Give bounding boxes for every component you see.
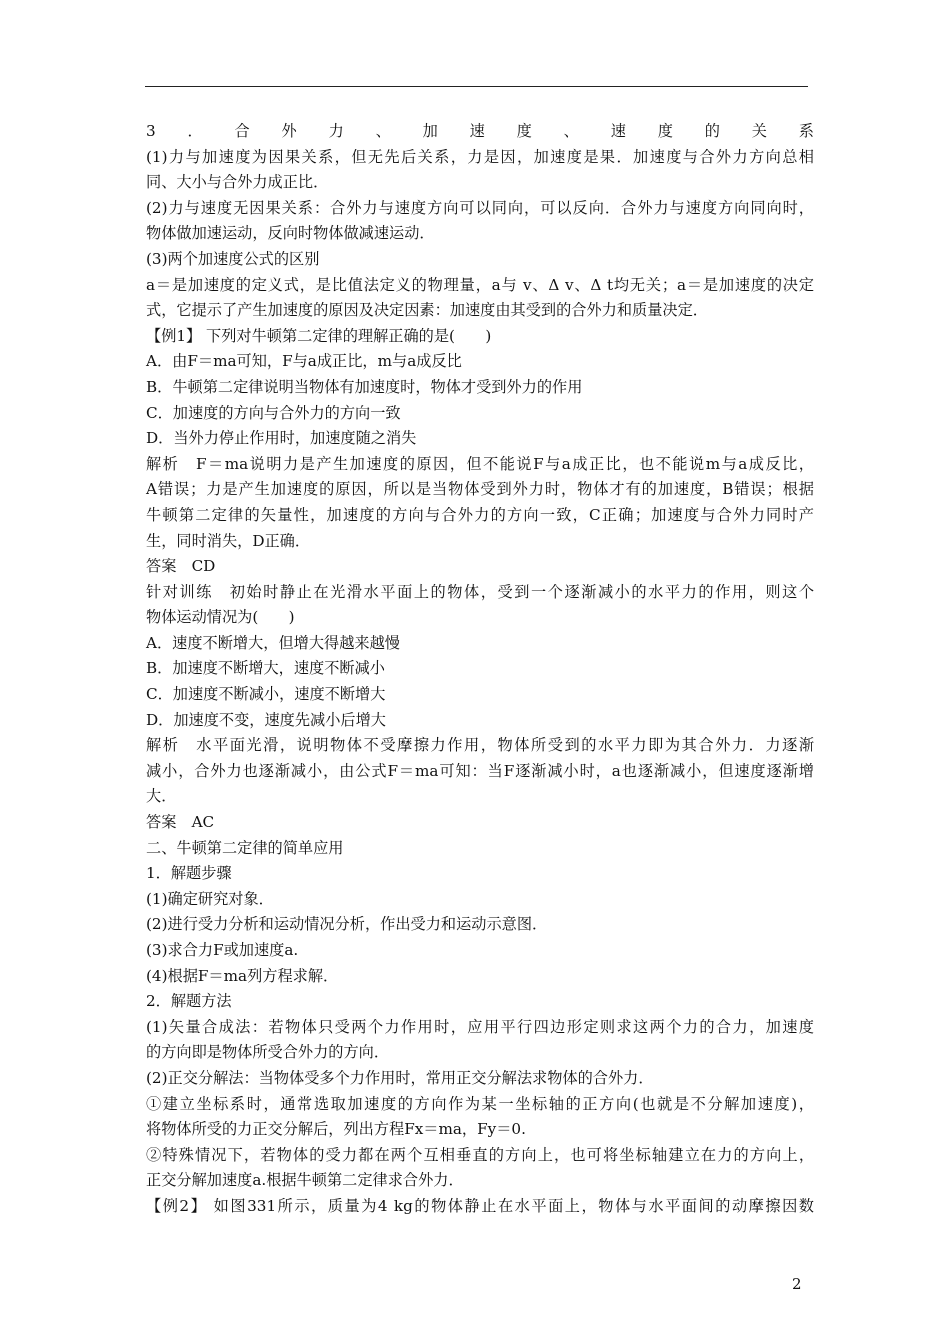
subheading: 1．解题步骤 [146,864,232,883]
text-line: (2)力与速度无因果关系：合外力与速度方向可以同向，可以反向．合外力与速度方向同向时， [146,198,814,217]
option-b: B．牛顿第二定律说明当物体有加速度时，物体才受到外力的作用 [146,377,583,396]
text-line: 式，它提示了产生加速度的原因及决定因素：加速度由其受到的合外力和质量决定． [146,301,708,320]
text-line: 正交分解加速度a.根据牛顿第二定律求合外力． [146,1171,464,1190]
section-heading: 二、牛顿第二定律的简单应用 [146,838,344,857]
example-2-question: 【例2】 如图331所示，质量为4 kg的物体静止在水平面上，物体与水平面间的动摩擦因数 [146,1196,814,1215]
option-d: D．加速度不变，速度先减小后增大 [146,710,386,729]
text-line: (2)正交分解法：当物体受多个力作用时，常用正交分解法求物体的合外力． [146,1068,654,1087]
answer-line: 答案 AC [146,813,215,832]
header-rule [145,86,808,87]
text-line: (2)进行受力分析和运动情况分析，作出受力和运动示意图． [146,915,548,934]
page-number: 2 [792,1275,802,1293]
option-c: C．加速度不断减小，速度不断增大 [146,685,386,704]
text-line: (1)矢量合成法：若物体只受两个力作用时，应用平行四边形定则求这两个力的合力，加速度 [146,1017,814,1036]
option-d: D．当外力停止作用时，加速度随之消失 [146,429,417,448]
exercise-question: 物体运动情况为( ) [146,608,295,627]
text-line: (4)根据F＝ma列方程求解． [146,966,339,985]
text-line: (3)求合力F或加速度a. [146,941,299,959]
answer-line: 答案 CD [146,557,216,576]
analysis-line: 解析 F＝ma说明力是产生加速度的原因，但不能说F与a成正比，也不能说m与a成反比， [146,454,814,473]
analysis-line: 减小，合外力也逐渐减小，由公式F＝ma可知：当F逐渐减小时，a也逐渐减小，但速度逐渐增 [146,761,814,780]
option-b: B．加速度不断增大，速度不断减小 [146,659,385,678]
text-line: a＝是加速度的定义式，是比值法定义的物理量，a与 v、Δ v、Δ t均无关；a＝是加速度的决定 [146,275,814,294]
option-a: A．由F＝ma可知，F与a成正比，m与a成反比 [146,352,462,371]
analysis-line: A错误；力是产生加速度的原因，所以是当物体受到外力时，物体才有的加速度，B错误；根据 [146,480,814,499]
text-line: ②特殊情况下，若物体的受力都在两个互相垂直的方向上，也可将坐标轴建立在力的方向上， [146,1145,814,1164]
example-1-question: 【例1】 下列对牛顿第二定律的理解正确的是( ) [146,326,492,345]
analysis-line: 解析 水平面光滑，说明物体不受摩擦力作用，物体所受到的水平力即为其合外力．力逐渐 [146,736,814,755]
text-line: ①建立坐标系时，通常选取加速度的方向作为某一坐标轴的正方向(也就是不分解加速度)， [146,1094,814,1113]
exercise-question: 针对训练 初始时静止在光滑水平面上的物体，受到一个逐渐减小的水平力的作用，则这个 [146,582,814,601]
text-line: (3)两个加速度公式的区别 [146,249,320,268]
analysis-line: 生，同时消失，D正确． [146,531,311,550]
text-line: 物体做加速运动，反向时物体做减速运动． [146,224,435,243]
subheading: 2．解题方法 [146,992,232,1011]
page-body [146,119,814,1220]
analysis-line: 大． [146,787,177,806]
option-a: A．速度不断增大，但增大得越来越慢 [146,633,400,652]
text-line: 同、大小与合外力成正比． [146,173,329,192]
text-line: 3．合外力、加速度、速度的关系 [146,122,814,140]
text-line: (1)确定研究对象． [146,889,274,908]
text-line: 将物体所受的力正交分解后，列出方程Fx＝ma，Fy＝0. [146,1120,526,1139]
analysis-line: 牛顿第二定律的矢量性，加速度的方向与合外力的方向一致，C正确；加速度与合外力同时产 [146,505,814,524]
text-line: 的方向即是物体所受合外力的方向． [146,1043,389,1062]
text-line: (1)力与加速度为因果关系，但无先后关系，力是因，加速度是果．加速度与合外力方向总相 [146,147,814,166]
option-c: C．加速度的方向与合外力的方向一致 [146,403,401,422]
